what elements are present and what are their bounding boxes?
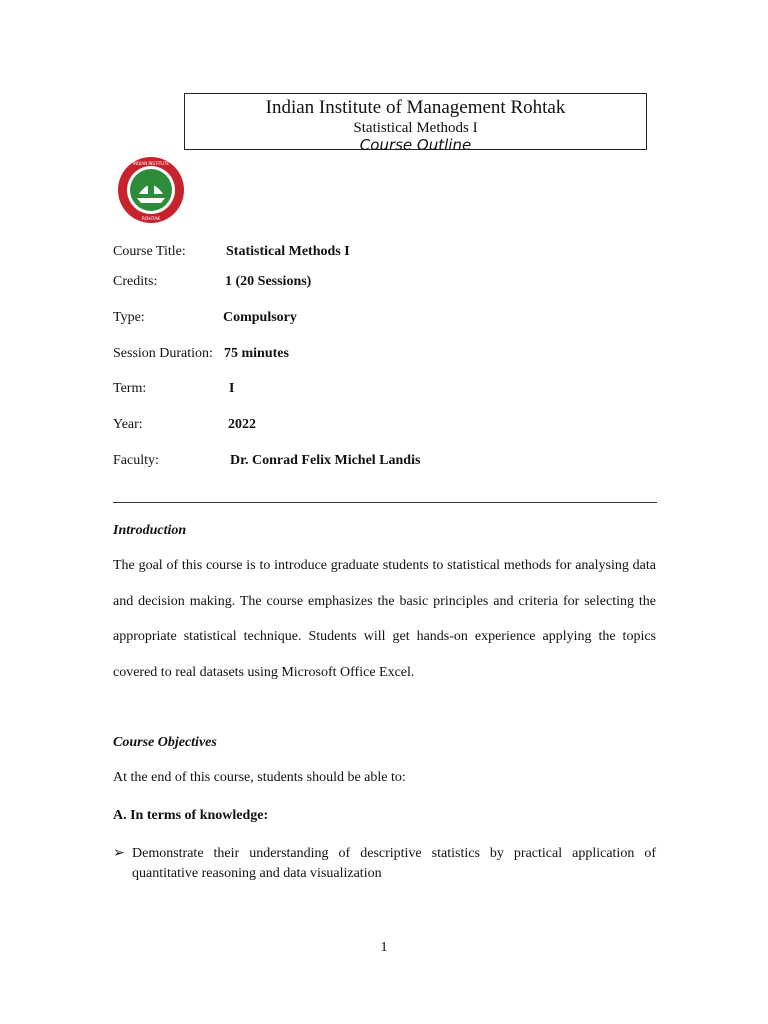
header-box [184, 93, 647, 154]
doc-type: Course Outline [359, 136, 472, 154]
svg-text:INDIAN INSTITUTE: INDIAN INSTITUTE [132, 161, 170, 166]
objective-bullet-text: Demonstrate their understanding of descriptive statistics by practical application of quantitative reasoning and data visualization [132, 846, 656, 881]
page-number: 1 [380, 940, 388, 955]
info-value: 2022 [228, 417, 256, 432]
info-value: Compulsory [223, 310, 297, 325]
svg-text:ROHTAK: ROHTAK [141, 217, 161, 222]
introduction-heading: Introduction [113, 523, 187, 538]
course-name: Statistical Methods I [353, 120, 478, 136]
arrow-bullet-icon: ➢ [113, 846, 125, 861]
info-label: Session Duration: [113, 346, 213, 361]
info-label: Course Title: [113, 244, 186, 259]
info-value: Dr. Conrad Felix Michel Landis [230, 453, 421, 468]
info-label: Credits: [113, 274, 158, 289]
info-value: 75 minutes [224, 346, 289, 361]
introduction-paragraph: The goal of this course is to introduce graduate students to statistical methods for analysing data and decision making. The course emphasizes the basic principles and criteria for selecting the appropriate statistical technique. Students will get hands-on experience applying the topics covered to real datasets using Microsoft Office Excel. [113, 558, 656, 680]
info-label: Year: [113, 417, 143, 432]
knowledge-subheading: A. In terms of knowledge: [113, 808, 269, 823]
info-value: I [229, 381, 235, 396]
info-value: Statistical Methods I [226, 244, 350, 259]
info-label: Term: [113, 381, 147, 396]
objectives-heading: Course Objectives [113, 735, 217, 750]
section-divider [113, 502, 657, 503]
institution-title: Indian Institute of Management Rohtak [265, 97, 566, 118]
info-value: 1 (20 Sessions) [225, 274, 312, 289]
info-label: Type: [113, 310, 145, 325]
info-label: Faculty: [113, 453, 159, 468]
objectives-lead: At the end of this course, students should be able to: [113, 770, 406, 785]
iim-rohtak-logo [117, 156, 185, 224]
objective-bullet [113, 844, 656, 884]
